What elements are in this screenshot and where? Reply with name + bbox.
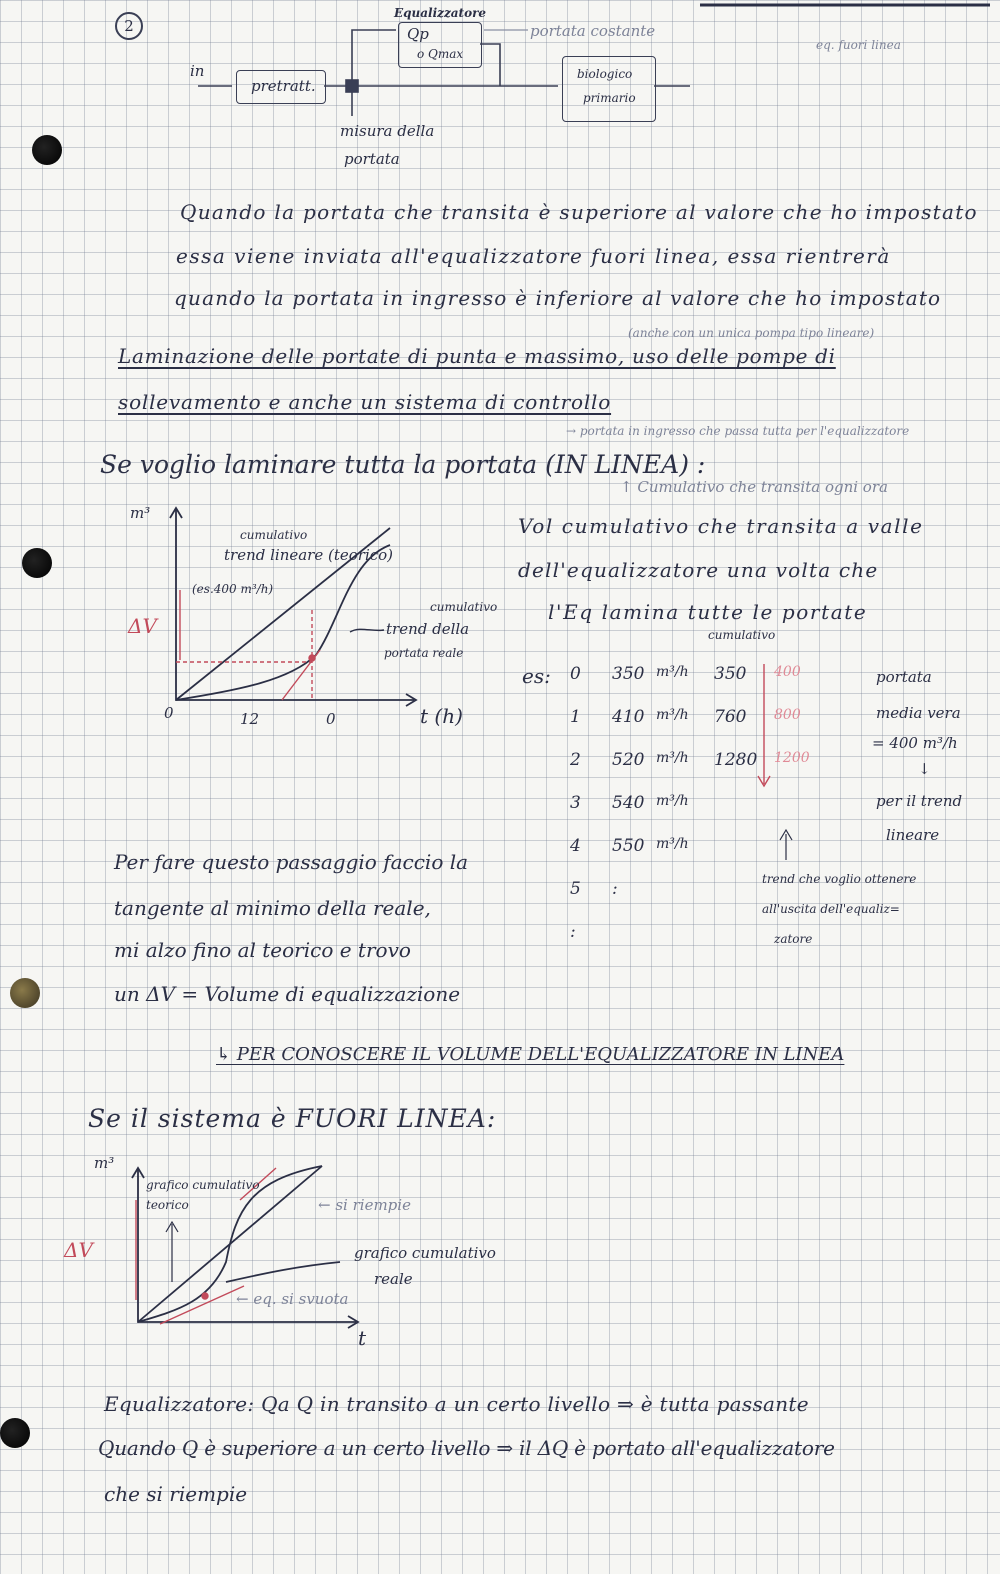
graph1-tick-end: 0 <box>326 710 336 728</box>
flow-note: portata costante <box>530 22 656 40</box>
lamination-line2: sollevamento e anche un sistema di controllo <box>118 390 612 414</box>
para-offline-line1: Quando la portata che transita è superiore al valore che ho impostato <box>180 200 978 224</box>
table-cell-q: 410 <box>612 707 645 727</box>
table-cell-red: 400 <box>774 664 801 680</box>
graph2-theoretical: teorico <box>146 1198 189 1212</box>
pretreatment-label: pretratt. <box>251 77 316 95</box>
right-note-4: ↓ <box>918 760 931 778</box>
para-offline-line2: essa viene inviata all'equalizzatore fuori linea, essa rientrerà <box>176 244 891 268</box>
table-cell-h: : <box>570 922 576 942</box>
table-cell-red: 800 <box>774 707 801 723</box>
flow-in-label: in <box>190 62 205 80</box>
lamination-line1: Laminazione delle portate di punta e massimo, uso delle pompe di <box>118 344 836 368</box>
table-header-cumulativo: cumulativo <box>708 628 776 642</box>
vol-text-line1: Vol cumulativo che transita a valle <box>518 514 924 538</box>
table-cell-q: : <box>612 879 618 899</box>
right-note2-3: zatore <box>774 932 813 946</box>
graph1-theoretical-small: cumulativo <box>240 528 308 542</box>
graph2-real-line2: reale <box>374 1270 413 1288</box>
vol-text-line2: dell'equalizzatore una volta che <box>518 558 879 582</box>
right-note-6: lineare <box>886 826 940 844</box>
final-line1: Equalizzatore: Qa Q in transito a un certo livello ⇒ è tutta passante <box>104 1392 809 1416</box>
graph1-real-line2: portata reale <box>384 646 464 660</box>
graph2-fill: ← si riempie <box>318 1196 411 1214</box>
inline-heading: Se voglio laminare tutta la portata (IN LINEA) : <box>100 450 706 479</box>
right-note-5: per il trend <box>876 792 963 810</box>
lamination-note: (anche con un unica pompa tipo lineare) <box>628 326 875 340</box>
graph1-theoretical: trend lineare (teorico) <box>224 546 394 564</box>
graph2-x-unit: t <box>358 1326 367 1350</box>
table-cell-h: 1 <box>570 707 581 727</box>
measure-label-line1: misura della <box>340 122 435 140</box>
conclusion: ↳ PER CONOSCERE IL VOLUME DELL'EQUALIZZATORE IN LINEA <box>216 1044 845 1065</box>
right-note-1: portata <box>876 668 932 686</box>
table-cell-q: 540 <box>612 793 645 813</box>
graph1-tick-12: 12 <box>240 710 260 728</box>
right-note-3: = 400 m³/h <box>872 734 958 752</box>
offline-note: eq. fuori linea <box>816 38 901 52</box>
table-cell-u: m³/h <box>656 793 689 809</box>
right-note2-1: trend che voglio ottenere <box>762 872 917 886</box>
table-cell-cum: 350 <box>714 664 747 684</box>
table-cell-q: 520 <box>612 750 645 770</box>
graph2-empty: ← eq. si svuota <box>236 1290 349 1308</box>
table-cell-q: 350 <box>612 664 645 684</box>
equalizer-top-label: Equalizzatore <box>394 6 487 20</box>
table-cell-u: m³/h <box>656 750 689 766</box>
table-cell-u: m³/h <box>656 707 689 723</box>
table-cell-h: 4 <box>570 836 581 856</box>
plant-box-line1: biologico <box>577 67 633 81</box>
final-line3: che si riempie <box>104 1482 248 1506</box>
table-cell-cum: 1280 <box>714 750 758 770</box>
graph1-real-small: cumulativo <box>430 600 498 614</box>
tangent-line3: mi alzo fino al teorico e trovo <box>114 938 411 962</box>
para-offline-line3: quando la portata in ingresso è inferiore al valore che ho impostato <box>174 286 942 310</box>
graph1-y-unit: m³ <box>130 504 151 522</box>
page-number: 2 <box>124 17 134 35</box>
table-cell-u: m³/h <box>656 836 689 852</box>
graph1-origin: 0 <box>164 704 174 722</box>
graph2-theoretical-small: grafico cumulativo <box>146 1178 260 1192</box>
tangent-line1: Per fare questo passaggio faccio la <box>114 850 469 874</box>
graph1-delta-v: ΔV <box>128 614 157 638</box>
table-cell-h: 2 <box>570 750 581 770</box>
graph1-x-unit: t (h) <box>420 704 463 728</box>
table-cell-red: 1200 <box>774 750 810 766</box>
table-cell-h: 0 <box>570 664 581 684</box>
inline-note-1: → portata in ingresso che passa tutta per l'equalizzatore <box>566 424 910 438</box>
tangent-line2: tangente al minimo della reale, <box>114 896 431 920</box>
graph2-delta-v: ΔV <box>64 1238 93 1262</box>
measure-label-line2: portata <box>344 150 400 168</box>
right-note-2: media vera <box>876 704 961 722</box>
graph1-real-line1: trend della <box>386 620 470 638</box>
table-cell-cum: 760 <box>714 707 747 727</box>
table-cell-u: m³/h <box>656 664 689 680</box>
tangent-line4: un ΔV = Volume di equalizzazione <box>114 982 461 1006</box>
table-cell-q: 550 <box>612 836 645 856</box>
table-cell-h: 3 <box>570 793 581 813</box>
final-line2: Quando Q è superiore a un certo livello ⇒ il ΔQ è portato all'equalizzatore <box>98 1436 835 1460</box>
equalizer-box-line2: o Qmax <box>417 47 464 61</box>
equalizer-box-line1: Qp <box>407 25 429 43</box>
right-note2-2: all'uscita dell'equaliz= <box>762 902 900 916</box>
graph2-y-unit: m³ <box>94 1154 115 1172</box>
offline-heading: Se il sistema è FUORI LINEA: <box>88 1104 497 1133</box>
vol-text-line3: l'Eq lamina tutte le portate <box>548 600 868 624</box>
table-cell-h: 5 <box>570 879 581 899</box>
inline-note-2: ↑ Cumulativo che transita ogni ora <box>620 478 888 496</box>
plant-box-line2: primario <box>583 91 636 105</box>
table-prefix: es: <box>522 664 551 688</box>
graph1-slope: (es.400 m³/h) <box>192 582 274 596</box>
graph2-real-line1: grafico cumulativo <box>354 1244 496 1262</box>
